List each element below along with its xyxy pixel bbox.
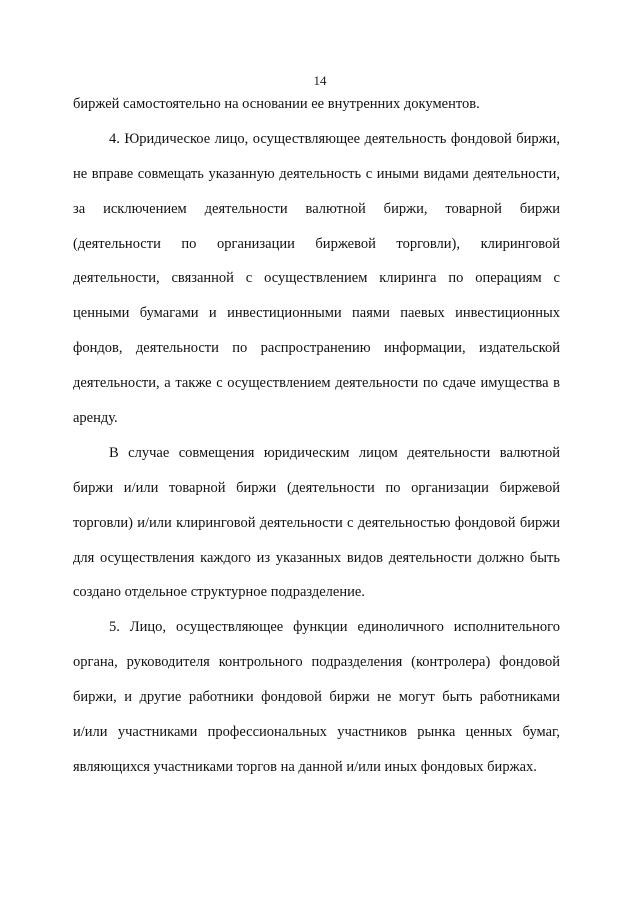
- text-line: для осуществления каждого из указанных видов деятельности должно быть: [73, 549, 560, 566]
- text-line: биржи и/или товарной биржи (деятельности по организации биржевой: [73, 479, 560, 496]
- text-line: не вправе совмещать указанную деятельность с иными видами деятельности,: [73, 165, 560, 182]
- text-line: деятельности, а также с осуществлением деятельности по сдаче имущества в: [73, 375, 560, 392]
- text-line: 5. Лицо, осуществляющее функции единоличного исполнительного: [109, 619, 560, 636]
- text-line: за исключением деятельности валютной биржи, товарной биржи: [73, 200, 560, 217]
- text-line: В случае совмещения юридическим лицом деятельности валютной: [109, 444, 560, 461]
- text-line: создано отдельное структурное подразделение.: [73, 584, 365, 601]
- text-line: торговли) и/или клиринговой деятельности с деятельностью фондовой биржи: [73, 514, 560, 531]
- text-line: ценными бумагами и инвестиционными паями паевых инвестиционных: [73, 305, 560, 322]
- text-line: фондов, деятельности по распространению информации, издательской: [73, 340, 560, 357]
- text-line: являющихся участниками торгов на данной и/или иных фондовых биржах.: [73, 758, 537, 775]
- text-line: аренду.: [73, 410, 118, 427]
- paragraph-continuation: [73, 93, 560, 128]
- text-line: (деятельности по организации биржевой торговли), клиринговой: [73, 235, 560, 252]
- text-line: деятельности, связанной с осуществлением клиринга по операциям с: [73, 270, 560, 287]
- paragraph-combination: [73, 442, 560, 616]
- text-line: биржей самостоятельно на основании ее внутренних документов.: [73, 96, 480, 112]
- paragraph-item-5: [73, 616, 560, 790]
- text-line: и/или участниками профессиональных участников рынка ценных бумаг,: [73, 724, 560, 741]
- text-line: органа, руководителя контрольного подразделения (контролера) фондовой: [73, 654, 560, 671]
- paragraph-item-4: [73, 128, 560, 442]
- text-line: 4. Юридическое лицо, осуществляющее деятельность фондовой биржи,: [109, 130, 560, 147]
- document-body: [73, 93, 560, 791]
- page-number: 14: [313, 73, 327, 88]
- text-line: биржи, и другие работники фондовой биржи не могут быть работниками: [73, 689, 560, 706]
